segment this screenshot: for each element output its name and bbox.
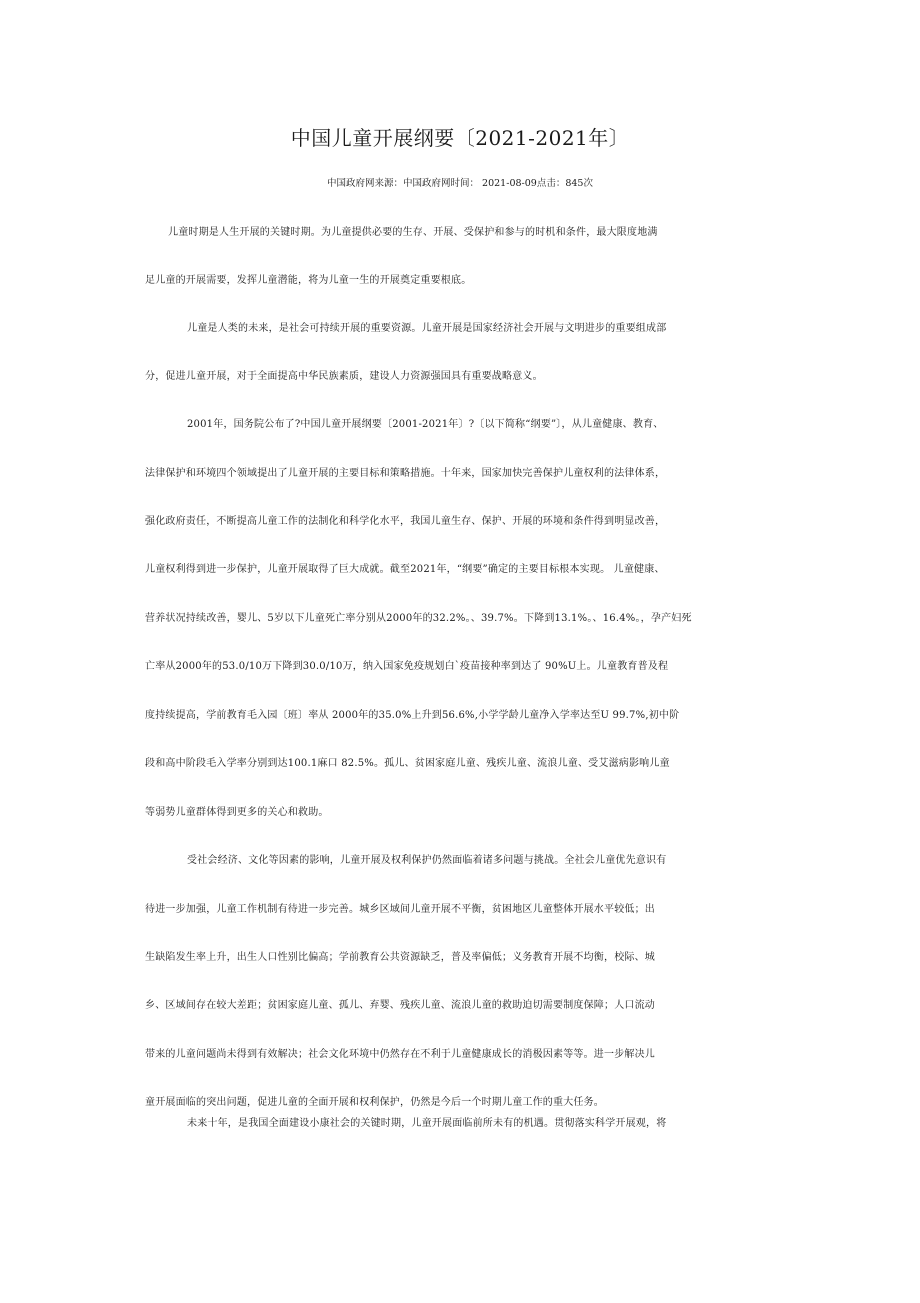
paragraph-line: 待进一步加强，儿童工作机制有待进一步完善。城乡区域间儿童开展不平衡，贫困地区儿童整体开展水平较低；出 — [145, 904, 655, 915]
page-title: 中国儿童开展纲要〔2021-2021年〕 — [290, 126, 630, 150]
paragraph-line: 度持续提高，学前教育毛入园〔班〕率从 2000年的35.0%上升到56.6%,小学学龄儿童净入学率达至U 99.7%,初中阶 — [145, 710, 680, 721]
source-meta: 中国政府网来源：中国政府网时间： 2021-08-09点击：845次 — [327, 178, 593, 189]
paragraph-line: 足儿童的开展需要，发挥儿童潜能，将为儿童一生的开展奠定重要根底。 — [145, 275, 472, 286]
paragraph-line: 乡、区域间存在较大差距；贫困家庭儿童、孤儿、弃婴、残疾儿童、流浪儿童的救助迫切需要制度保障；人口流动 — [145, 1000, 655, 1011]
paragraph-line: 带来的儿童问题尚未得到有效解决；社会文化环境中仍然存在不利于儿童健康成长的消极因素等等。进一步解决儿 — [145, 1049, 655, 1060]
paragraph-line: 童开展面临的突出问题，促进儿童的全面开展和权利保护，仍然是今后一个时期儿童工作的重大任务。 — [145, 1097, 604, 1108]
paragraph-line: 2001年，国务院公布了?中国儿童开展纲要〔2001-2021年〕?〔以下简称“纲要”〕，从儿童健康、教育、 — [187, 419, 664, 430]
paragraph-line: 亡率从2000年的53.0/10万下降到30.0/10万，纳入国家免疫规划白`疫苗接种率到达了 90%U上。儿童教育普及程 — [145, 661, 669, 672]
paragraph-line: 等弱势儿童群体得到更多的关心和救助。 — [145, 807, 329, 818]
paragraph-line: 营养状况持续改善，婴儿、5岁以下儿童死亡率分别从2000年的32.2%。、39.7%。下降到13.1%。、16.4%。，孕产妇死 — [145, 613, 692, 624]
paragraph-line: 法律保护和环境四个领域提出了儿童开展的主要目标和策略措施。十年来，国家加快完善保护儿童权利的法律体系， — [145, 468, 666, 479]
paragraph-line: 未来十年，是我国全面建设小康社会的关键时期，儿童开展面临前所未有的机遇。贯彻落实科学开展观，将 — [187, 1118, 667, 1129]
paragraph-line: 儿童是人类的未来，是社会可持续开展的重要资源。儿童开展是国家经济社会开展与文明进步的重要组成部 — [187, 323, 667, 334]
paragraph-line: 儿童权利得到进一步保护，儿童开展取得了巨大成就。截至2021年，“纲要”确定的主要目标根本实现。 儿童健康、 — [145, 564, 665, 575]
paragraph-line: 分，促进儿童开展，对于全面提高中华民族素质，建设人力资源强国具有重要战略意义。 — [145, 371, 543, 382]
paragraph-line: 强化政府责任，不断提高儿童工作的法制化和科学化水平，我国儿童生存、保护、开展的环境和条件得到明显改善， — [145, 516, 666, 527]
paragraph-line: 儿童时期是人生开展的关键时期。为儿童提供必要的生存、开展、受保护和参与的时机和条件，最大限度地满 — [168, 227, 658, 238]
paragraph-line: 受社会经济、文化等因素的影响，儿童开展及权利保护仍然面临着诸多问题与挑战。全社会儿童优先意识有 — [187, 855, 667, 866]
paragraph-line: 段和高中阶段毛入学率分别到达100.1麻口 82.5%。孤儿、贫困家庭儿童、残疾儿童、流浪儿童、受艾滋病影响儿童 — [145, 758, 670, 769]
paragraph-line: 生缺陷发生率上升，出生人口性别比偏高；学前教育公共资源缺乏，普及率偏低；义务教育开展不均衡，校际、城 — [145, 952, 655, 963]
